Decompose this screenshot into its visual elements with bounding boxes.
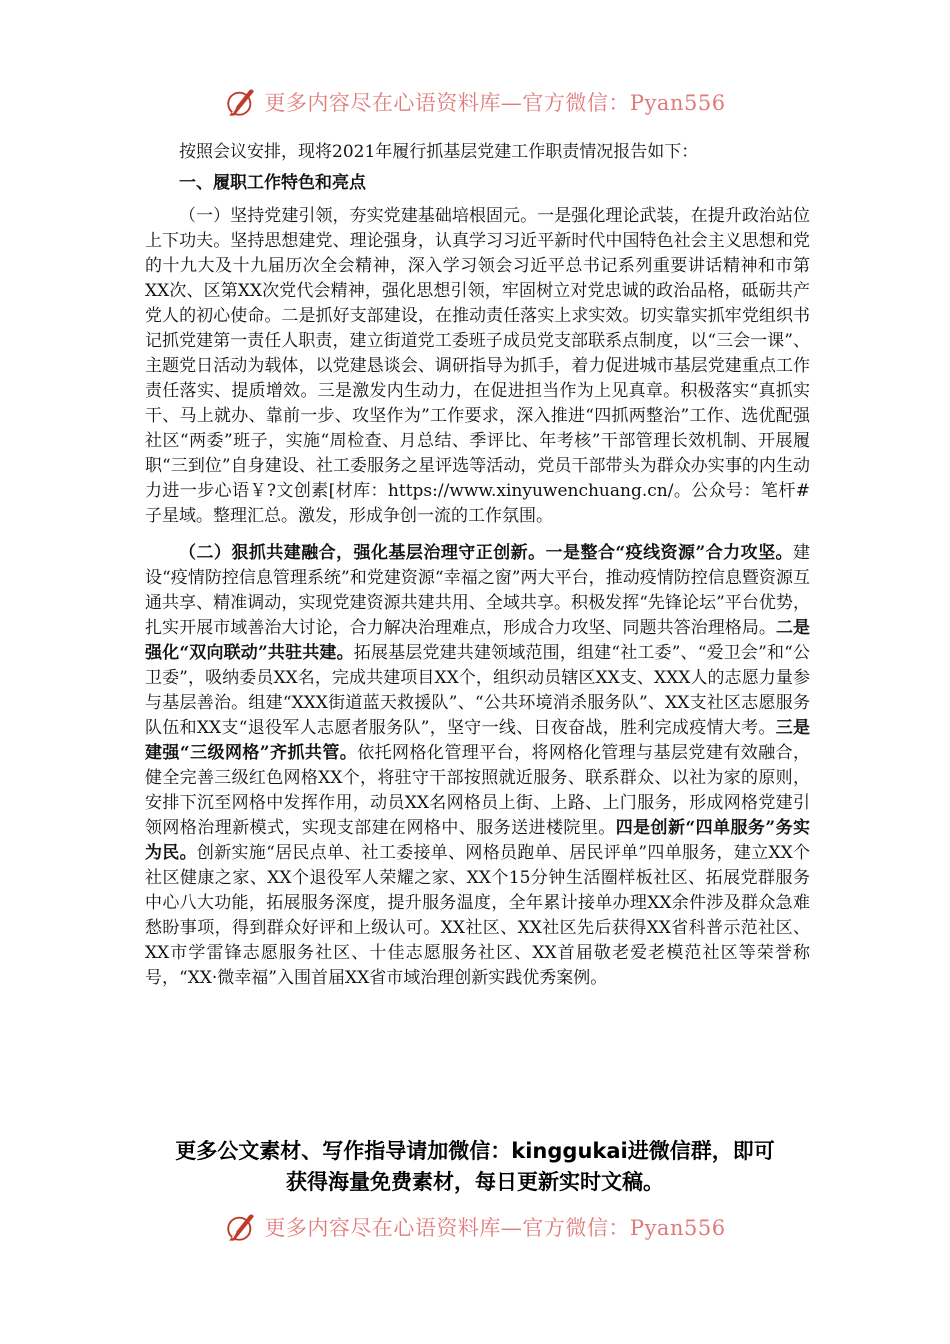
intro-paragraph: 按照会议安排，现将2021年履行抓基层党建工作职责情况报告如下： [179, 142, 699, 162]
document-body [145, 140, 810, 991]
banner-text: 更多内容尽在心语资料库—官方微信：Pyan556 [264, 91, 726, 115]
text-phrase-4: 创新实施“居民点单、社工委接单、网格员跑单、居民评单”四单服务，建立XX个社区健康之家、XX个退役军人荣耀之家、XX个15分钟生活圈样板社区、拓展党群服务中心八大功能，拓展服务深度，提升服务温度，全年累计接单办理XX余件涉及群众急难愁盼事项，得到群众好评和上级认可。XX社区、XX社区先后获得XX省科普示范社区、XX市学雷锋志愿服务社区、十佳志愿服务社区、XX首届敬老爱老模范社区等荣誉称号，“XX·微幸福”入围首届XX省市域治理创新实践优秀案例。 [145, 843, 810, 988]
header-banner [0, 80, 950, 124]
quill-pen-logo-icon [224, 1210, 258, 1244]
bold-phrase-2: 二是强化“双向联动”共驻共建。 [145, 618, 811, 663]
bold-phrase-1: （二）狠抓共建融合，强化基层治理守正创新。一是整合“疫线资源”合力攻坚。 [179, 543, 793, 563]
text-phrase-2: 拓展基层党建共建领域范围，组建“社工委”、“爱卫会”和“公卫委”，吸纳委员XX名，完成共建项目XX个，组织动员辖区XX支、XXX人的志愿力量参与基层善治。组建“XXX街道蓝天救援队”、“公共环境消杀服务队”、XX支社区志愿服务队伍和XX支“退役军人志愿者服务队”，坚守一线、日夜奋战，胜利完成疫情大考。 [145, 643, 810, 738]
footer-banner [0, 1205, 950, 1249]
quill-pen-logo-icon [224, 85, 258, 119]
bold-phrase-4: 四是创新“四单服务”务实为民。 [145, 818, 811, 863]
promo-line-2: 获得海量免费素材，每日更新实时文稿。 [286, 1170, 664, 1194]
paragraph-2 [145, 541, 810, 991]
text-phrase-3: 依托网格化管理平台，将网格化管理与基层党建有效融合，健全完善三级红色网格XX个，将驻守干部按照就近服务、联系群众、以社为家的原则，安排下沉至网格中发挥作用，动员XX名网格员上街、上路、上门服务，形成网格党建引领网格治理新模式，实现支部建在网格中、服务送进楼院里。 [145, 743, 811, 838]
promo-block [120, 1136, 830, 1198]
paragraph-1: （一）坚持党建引领，夯实党建基础培根固元。一是强化理论武装，在提升政治站位上下功夫。坚持思想建党、理论强身，认真学习习近平新时代中国特色社会主义思想和党的十九大及十九届历次全会精神，深入学习领会习近平总书记系列重要讲话精神和市第XX次、区第XX次党代会精神，强化思想引领，牢固树立对党忠诚的政治品格，砥砺共产党人的初心使命。二是抓好支部建设，在推动责任落实上求实效。切实靠实抓牢党组织书记抓党建第一责任人职责，建立街道党工委班子成员党支部联系点制度，以“三会一课”、主题党日活动为载体，以党建恳谈会、调研指导为抓手，着力促进城市基层党建重点工作责任落实、提质增效。三是激发内生动力，在促进担当作为上见真章。积极落实“真抓实干、马上就办、靠前一步、攻坚作为”工作要求，深入推进“四抓两整治”工作、选优配强社区“两委”班子，实施“周检查、月总结、季评比、年考核”干部管理长效机制、开展履职“三到位”自身建设、社工委服务之星评选等活动，党员干部带头为群众办实事的内生动力进一步心语￥?文创素[材库：https://www.xinyuwenchuang.cn/。公众号：笔杆#子星域。整理汇总。激发，形成争创一流的工作氛围。 [145, 206, 810, 526]
section-heading: 一、履职工作特色和亮点 [179, 173, 366, 193]
promo-line-1: 更多公文素材、写作指导请加微信：kinggukai进微信群，即可 [175, 1139, 775, 1163]
banner-text: 更多内容尽在心语资料库—官方微信：Pyan556 [264, 1216, 726, 1240]
text-phrase-1: 建设“疫情防控信息管理系统”和党建资源“幸福之窗”两大平台，推动疫情防控信息暨资源互通共享、精准调动，实现党建资源共建共用、全域共享。积极发挥“先锋论坛”平台优势，扎实开展市域善治大讨论，合力解决治理难点，形成合力攻坚、同题共答治理格局。 [145, 543, 810, 638]
bold-phrase-3: 三是建强“三级网格”齐抓共管。 [145, 718, 811, 763]
